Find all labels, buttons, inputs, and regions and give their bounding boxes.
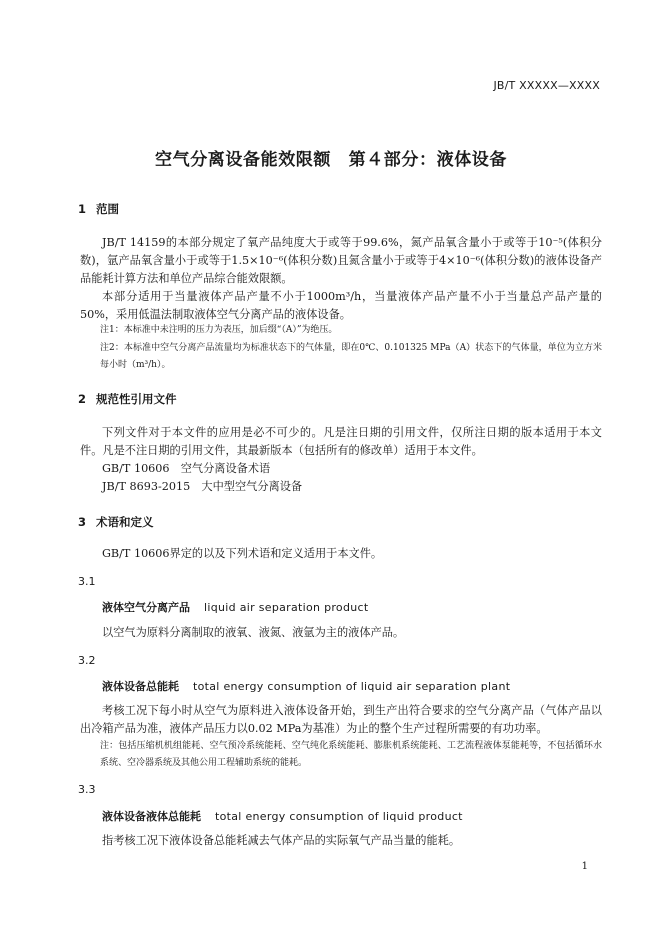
term-en: total energy consumption of liquid product [215, 810, 463, 823]
term-en: liquid air separation product [204, 601, 369, 614]
term-entry [102, 599, 368, 615]
term-definition: 考核工况下每小时从空气为原料进入液体设备开始，到生产出符合要求的空气分离产品（气体产品以出冷箱产品为准，液体产品压力以0.02 MPa为基准）为止的整个生产过程所需要的有功功率。 [80, 704, 602, 735]
document-number: JB/T XXXXX—XXXX [493, 79, 600, 92]
page-number: 1 [581, 861, 588, 872]
term-note: 注：包括压缩机机组能耗、空气预冷系统能耗、空气纯化系统能耗、膨胀机系统能耗、工艺流程液体泵能耗等，不包括循环水系统、空冷器系统及其他公用工程辅助系统的能耗。 [100, 741, 602, 768]
normative-reference-1: GB/T 10606 空气分离设备术语 [102, 462, 271, 475]
section-heading-scope [78, 201, 119, 217]
term-definition: 指考核工况下液体设备总能耗减去气体产品的实际氧气产品当量的能耗。 [102, 834, 461, 847]
term-zh: 液体空气分离产品 [102, 601, 190, 614]
clause-number: 3.3 [78, 783, 96, 796]
term-zh: 液体设备液体总能耗 [102, 810, 201, 823]
section-title: 规范性引用文件 [96, 392, 177, 406]
section-heading-terms [78, 514, 154, 530]
term-entry [102, 808, 463, 824]
normative-reference-2: JB/T 8693-2015 大中型空气分离设备 [102, 480, 303, 493]
scope-paragraph-1: JB/T 14159的本部分规定了氧产品纯度大于或等于99.6%，氮产品氧含量小于或等于10⁻⁵(体积分数)，氩产品氧含量小于或等于1.5×10⁻⁶(体积分数)且氮含量小于或等于4×10⁻⁶(体积分数)的液体设备产品能耗计算方法和单位产品综合能效限额。 [80, 236, 602, 285]
scope-note-1: 注1：本标准中未注明的压力为表压，加后缀“（A）”为绝压。 [100, 325, 338, 335]
term-definition: 以空气为原料分离制取的液氧、液氮、液氩为主的液体产品。 [102, 626, 405, 639]
page-title: 空气分离设备能效限额 第４部分：液体设备 [155, 150, 507, 170]
section-number: 1 [78, 202, 87, 216]
term-entry [102, 678, 510, 694]
term-zh: 液体设备总能耗 [102, 680, 179, 693]
scope-paragraph-2: 本部分适用于当量液体产品产量不小于1000m³/h，当量液体产品产量不小于当量总产品产量的50%，采用低温法制取液体空气分离产品的液体设备。 [80, 290, 602, 321]
scope-note-2 [100, 340, 602, 374]
clause-number: 3.1 [78, 575, 96, 588]
section-title: 术语和定义 [96, 515, 154, 529]
section-heading-normative [78, 391, 177, 407]
clause-number: 3.2 [78, 654, 96, 667]
section-title: 范围 [96, 202, 119, 216]
scope-note-2-text: 注2：本标准中空气分离产品流量均为标准状态下的气体量，即在0℃、0.101325 MPa（A）状态下的气体量，单位为立方米每小时（m³/h）。 [100, 343, 602, 370]
terms-intro: GB/T 10606界定的以及下列术语和定义适用于本文件。 [102, 547, 383, 560]
section-number: 3 [78, 515, 87, 529]
term-en: total energy consumption of liquid air separation plant [193, 680, 511, 693]
normative-paragraph: 下列文件对于本文件的应用是必不可少的。凡是注日期的引用文件，仅所注日期的版本适用于本文件。凡是不注日期的引用文件，其最新版本（包括所有的修改单）适用于本文件。 [80, 426, 602, 457]
section-number: 2 [78, 392, 87, 406]
